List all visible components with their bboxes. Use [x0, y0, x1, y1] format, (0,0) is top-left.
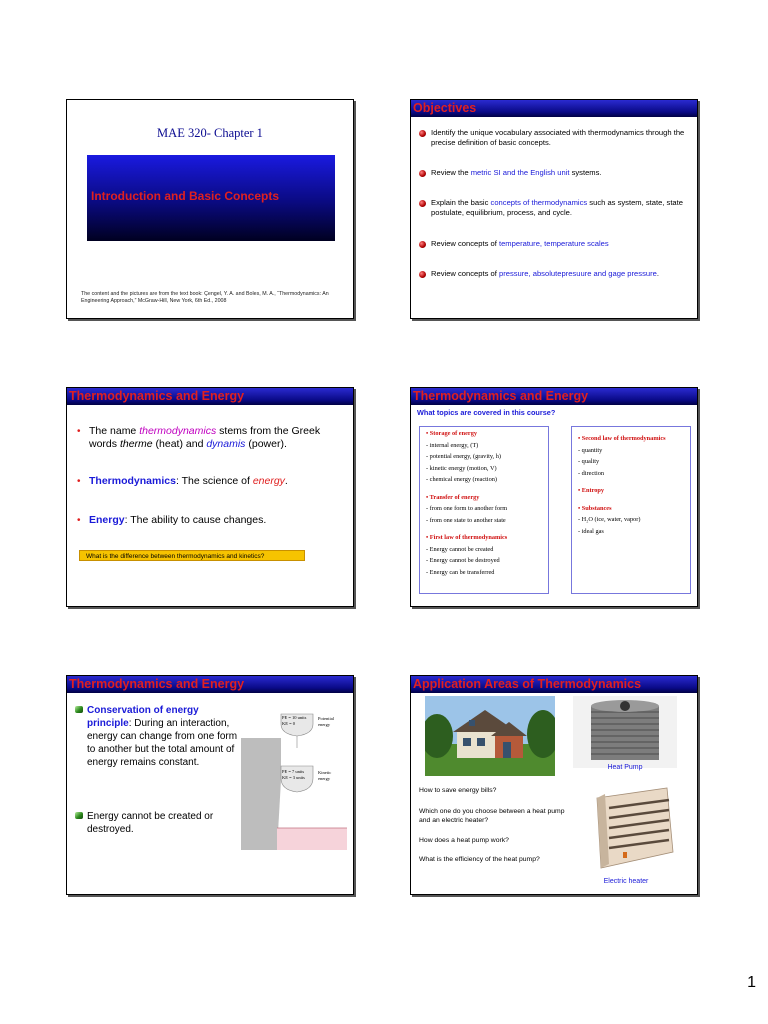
bullet-text: .	[284, 475, 288, 487]
bullet-text: : The science of	[175, 475, 253, 487]
bullet-item	[75, 810, 245, 836]
topic-heading: • First law of thermodynamics	[426, 534, 508, 541]
topic-item: - ideal gas	[578, 527, 604, 535]
topic-item: - direction	[578, 469, 605, 477]
bullet-text: Energy cannot be created or destroyed.	[87, 811, 214, 835]
slide-subtitle: What topics are covered in this course?	[417, 408, 556, 417]
topic-item: - Energy cannot be created	[426, 545, 494, 553]
slide-thermo-energy-3	[66, 675, 354, 895]
objective-text: .	[656, 269, 659, 278]
topic-item: - quantity	[578, 446, 603, 454]
bullet-icon	[75, 812, 83, 819]
topic-heading: • Second law of thermodynamics	[578, 435, 666, 442]
objective-item	[419, 269, 691, 279]
bullet-text: (heat) and	[152, 438, 207, 450]
objective-text: such as system, state, state postulate, equilibrium, process, and cycle.	[431, 198, 683, 217]
chapter-title: Introduction and Basic Concepts	[91, 189, 280, 203]
slide-thermo-energy-1	[66, 387, 354, 607]
bullet-icon	[419, 200, 426, 207]
bullet-text: : The ability to cause changes.	[124, 514, 267, 526]
question-text: What is the efficiency of the heat pump?	[419, 856, 540, 863]
topic-item: - from one form to another form	[426, 505, 508, 512]
topics-box-left	[419, 426, 549, 594]
fig-top-text-2: KE = 0	[282, 721, 296, 726]
bullet-item	[77, 475, 347, 488]
slide-header: Thermodynamics and Energy	[411, 388, 697, 405]
bullet-emphasis: therme	[119, 438, 153, 450]
objective-text: systems.	[569, 168, 602, 177]
bullet-icon	[419, 170, 426, 177]
bullet-item	[75, 704, 245, 769]
textbook-credit: The content and the pictures are from the text book: Çengel, Y. A. and Boles, M. A., “Thermodynamics: An Engineering Approach,” McGraw-Hill, New York, 6th Ed., 2008	[81, 291, 329, 304]
bullet-item	[77, 425, 347, 451]
bullet-marker: •	[77, 426, 81, 437]
slide-applications	[410, 675, 698, 895]
topic-heading: • Substances	[578, 504, 612, 512]
objective-highlight: metric SI and the English unit	[470, 168, 570, 177]
topic-item: - potential energy, (gravity, h)	[426, 453, 501, 460]
bullet-icon	[419, 130, 426, 137]
energy-conservation-figure	[241, 710, 347, 850]
bullet-text: : During an interaction, energy can change from one form to another but the total amount of energy remains constant.	[87, 718, 238, 768]
slide-header: Application Areas of Thermodynamics	[411, 676, 697, 693]
title-banner	[87, 155, 335, 241]
question-text: How does a heat pump work?	[419, 837, 509, 844]
bullet-item	[77, 514, 347, 527]
slide-objectives	[410, 99, 698, 319]
house-image	[425, 696, 555, 776]
electric-heater-image	[587, 782, 679, 874]
question-text: Which one do you choose between a heat pump and an electric heater?	[419, 808, 565, 824]
slide-title	[66, 99, 354, 319]
objective-highlight: temperature, temperature scales	[498, 239, 609, 248]
topic-item: - kinetic energy (motion, V)	[426, 464, 497, 472]
course-title: MAE 320- Chapter 1	[157, 126, 263, 140]
electric-heater-caption: Electric heater	[603, 878, 649, 885]
page-number: 1	[747, 974, 756, 991]
topic-heading: • Transfer of energy	[426, 493, 480, 501]
objective-text: Review concepts of	[431, 269, 499, 278]
slide-header: Objectives	[411, 100, 697, 117]
topic-item: - internal energy, (T)	[426, 441, 479, 449]
topic-heading: • Entropy	[578, 487, 605, 494]
fig-bot-label-1: Kinetic	[318, 770, 332, 775]
fig-bot-text-2: KE = 3 units	[282, 775, 305, 780]
objective-text: Review the	[431, 168, 471, 177]
objective-item	[419, 198, 691, 218]
fig-bot-text-1: PE = 7 units	[282, 769, 305, 774]
bullet-marker: •	[77, 515, 81, 526]
bullet-icon	[75, 706, 83, 713]
question-note: What is the difference between thermodynamics and kinetics?	[79, 550, 305, 561]
topic-item: - Energy can be transferred	[426, 568, 495, 576]
cliff-shape	[241, 738, 281, 850]
bullet-term: Energy	[89, 514, 125, 526]
topic-item: - quality	[578, 458, 600, 465]
slide-header: Thermodynamics and Energy	[67, 388, 353, 405]
fig-top-label-1: Potential	[318, 716, 334, 721]
bullet-marker: •	[77, 476, 81, 487]
topic-item: - H₂O (ice, water, vapor)	[578, 516, 641, 523]
bullet-icon	[419, 241, 426, 248]
bullet-text: stems from the Greek words	[89, 425, 321, 450]
objective-text: Identify the unique vocabulary associated with thermodynamics through the precise definition of basic concepts.	[431, 128, 685, 147]
bullet-text: The name	[89, 425, 140, 437]
bullet-text: (power).	[245, 438, 287, 450]
topic-item: - from one state to another state	[426, 516, 506, 524]
fig-top-text-1: PE = 10 units	[282, 715, 307, 720]
topic-item: - chemical energy (reaction)	[426, 476, 498, 483]
question-text: How to save energy bills?	[419, 787, 497, 794]
fig-bot-label-2: energy	[318, 776, 331, 781]
bullet-emphasis: energy	[252, 475, 285, 487]
objective-highlight: pressure, absolutepresuure and gage pressure	[498, 269, 657, 278]
bullet-icon	[419, 271, 426, 278]
heat-pump-caption: Heat Pump	[607, 764, 643, 771]
topics-box-right	[571, 426, 691, 594]
bullet-emphasis: dynamis	[206, 438, 246, 450]
bullet-term: Conservation of energy principle	[87, 705, 199, 729]
fig-top-label-2: energy	[318, 722, 331, 727]
topic-heading: • Storage of energy	[426, 430, 477, 437]
heat-pump-image	[573, 696, 677, 768]
objective-text: Review concepts of	[431, 239, 499, 248]
objective-item	[419, 239, 691, 249]
objective-highlight: concepts of thermodynamics	[490, 198, 588, 207]
objective-item	[419, 168, 691, 178]
ground-shape	[277, 828, 347, 850]
slide-header: Thermodynamics and Energy	[67, 676, 353, 693]
topic-item: - Energy cannot be destroyed	[426, 557, 500, 564]
bullet-term: Thermodynamics	[89, 475, 176, 487]
objective-text: Explain the basic	[431, 198, 491, 207]
bullet-emphasis: thermodynamics	[139, 425, 217, 437]
slide-thermo-energy-2	[410, 387, 698, 607]
objective-item	[419, 128, 691, 148]
